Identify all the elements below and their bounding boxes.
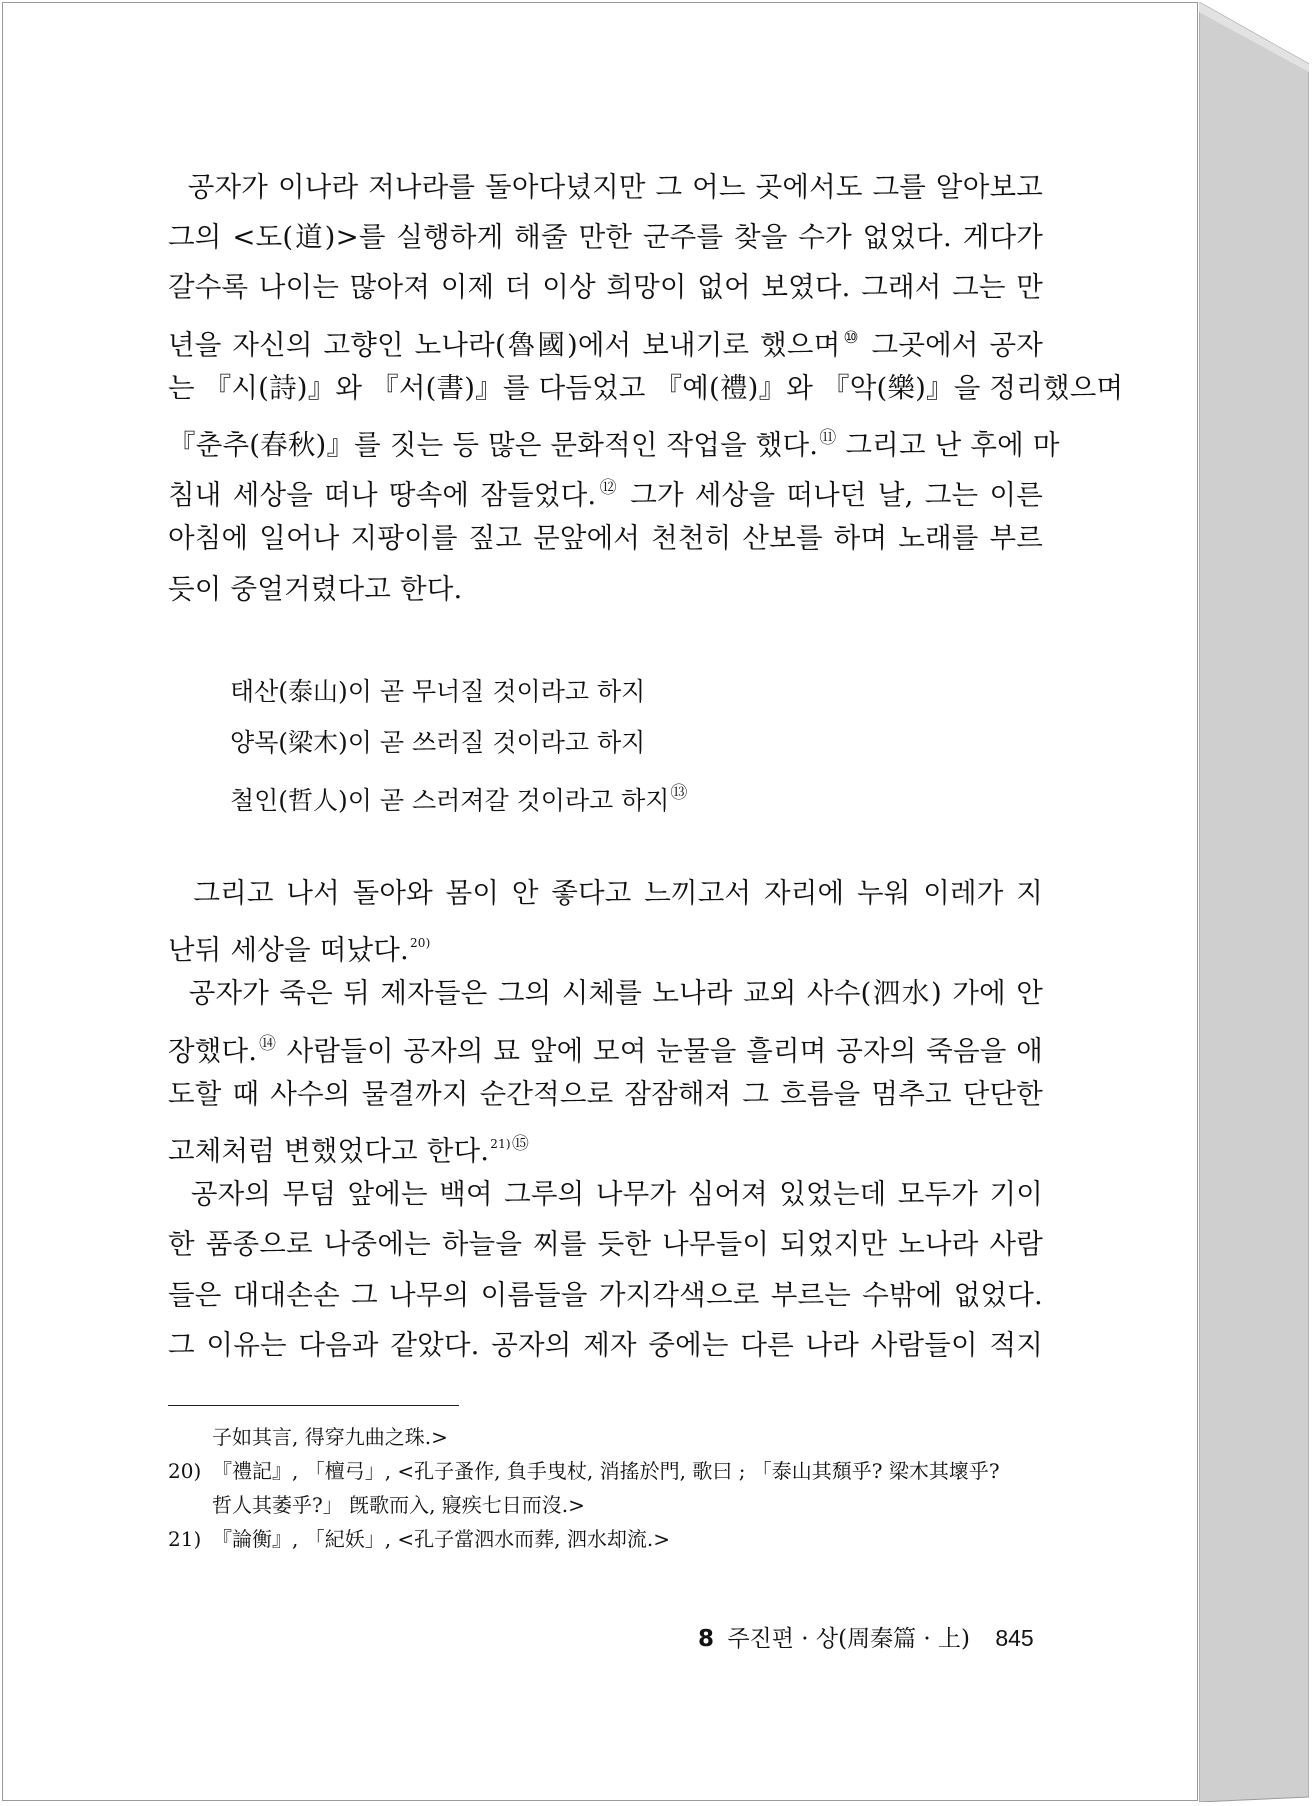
text-line: 고체처럼 변했었다고 한다.$^{21)⑮}$ xyxy=(168,1133,530,1167)
text-line: 난뒤 세상을 떠났다.$^{20)}$ xyxy=(168,934,431,967)
page-footer xyxy=(698,1620,1034,1653)
endnote-marker: ⑬ xyxy=(670,783,688,803)
running-title: 주진편 · 상(周秦篇 · 上) xyxy=(727,1626,971,1652)
text-line: 는 『시(詩)』와 『서(書)』를 다듬었고 『예(禮)』와 『악(樂)』을 정리했으며 xyxy=(168,371,1124,404)
endnote-marker: ⑮ xyxy=(511,1133,530,1154)
text-line: 년을 자신의 고향인 노나라(魯國)에서 보내기로 했으며⑩ 그곳에서 공자 xyxy=(168,327,1043,361)
text-line: 아침에 일어나 지팡이를 짚고 문앞에서 천천히 산보를 하며 노래를 부르 xyxy=(168,522,1043,555)
footnote-21: 21) 『論衡』, 「紀妖」, <孔子當泗水而葬, 泗水却流.> xyxy=(168,1522,1068,1556)
text-line: 공자가 이나라 저나라를 돌아다녔지만 그 어느 곳에서도 그를 알아보고 xyxy=(187,171,1043,203)
endnote-marker: ⑩ xyxy=(841,327,861,348)
text-line: 그 이유는 다음과 같았다. 공자의 제자 중에는 다른 나라 사람들이 적지 xyxy=(168,1328,1043,1361)
book-page-edge xyxy=(1199,2,1309,1802)
footnote-ref: 20) xyxy=(409,936,431,951)
footnote-20: 20) 『禮記』, 「檀弓」, <孔子蚤作, 負手曳杖, 消搖於門, 歌曰 ; 「泰山其頹乎? 梁木其壞乎? xyxy=(168,1454,1068,1488)
chapter-number: 8 xyxy=(698,1626,715,1652)
text-line: 『춘추(春秋)』를 짓는 등 많은 문화적인 작업을 했다.⑪ 그리고 난 후에 마 xyxy=(168,427,1060,461)
text-line: 들은 대대손손 그 나무의 이름들을 가지각색으로 부르는 수밖에 없었다. xyxy=(168,1278,1043,1311)
endnote-marker: ⑪ xyxy=(819,427,837,448)
footnote-number: 20) xyxy=(168,1459,202,1483)
text-line: 듯이 중얼거렸다고 한다. xyxy=(168,572,463,605)
text-line: 침내 세상을 떠나 땅속에 잠들었다.⑫ 그가 세상을 떠나던 날, 그는 이른 xyxy=(168,478,1043,512)
text-line: 그리고 나서 돌아와 몸이 안 좋다고 느끼고서 자리에 누워 이레가 지 xyxy=(193,877,1043,909)
text-line: 공자의 무덤 앞에는 백여 그루의 나무가 심어져 있었는데 모두가 기이 xyxy=(190,1178,1044,1211)
text-line: 공자가 죽은 뒤 제자들은 그의 시체를 노나라 교외 사수(泗水) 가에 안 xyxy=(188,977,1043,1010)
verse-line: 태산(泰山)이 곧 무너질 것이라고 하지 xyxy=(230,677,646,706)
footnote-number: 21) xyxy=(168,1527,202,1551)
footnote-20-cont: 哲人其萎乎?」 旣歌而入, 寢疾七日而沒.> xyxy=(212,1493,585,1517)
footnote-ref: 21) xyxy=(490,1136,511,1151)
verse-quote xyxy=(230,666,687,819)
footnote-divider xyxy=(168,1405,459,1406)
verse-line: 양목(梁木)이 곧 쓰러질 것이라고 하지 xyxy=(230,728,646,757)
paragraph-2 xyxy=(168,868,1043,1370)
footnote-continuation: 子如其言, 得穿九曲之珠.> xyxy=(212,1425,448,1449)
endnote-marker: ⑭ xyxy=(258,1033,277,1054)
text-line: 장했다.⑭ 사람들이 공자의 묘 앞에 모여 눈물을 흘리며 공자의 죽음을 애 xyxy=(168,1033,1043,1067)
footnotes xyxy=(168,1420,1068,1556)
text-line: 도할 때 사수의 물결까지 순간적으로 잠잠해져 그 흐름을 멈추고 단단한 xyxy=(168,1077,1043,1110)
text-line: 한 품종으로 나중에는 하늘을 찌를 듯한 나무들이 되었지만 노나라 사람 xyxy=(168,1228,1043,1261)
text-line: 갈수록 나이는 많아져 이제 더 이상 희망이 없어 보였다. 그래서 그는 만 xyxy=(168,271,1043,304)
endnote-marker: ⑫ xyxy=(597,478,620,499)
paragraph-1 xyxy=(168,162,1124,614)
page-number: 845 xyxy=(995,1625,1034,1651)
text-line: 그의 <도(道)>를 실행하게 해줄 만한 군주를 찾을 수가 없었다. 게다가 xyxy=(168,221,1043,254)
verse-line: 철인(哲人)이 곧 스러져갈 것이라고 하지⑬ xyxy=(230,783,688,815)
